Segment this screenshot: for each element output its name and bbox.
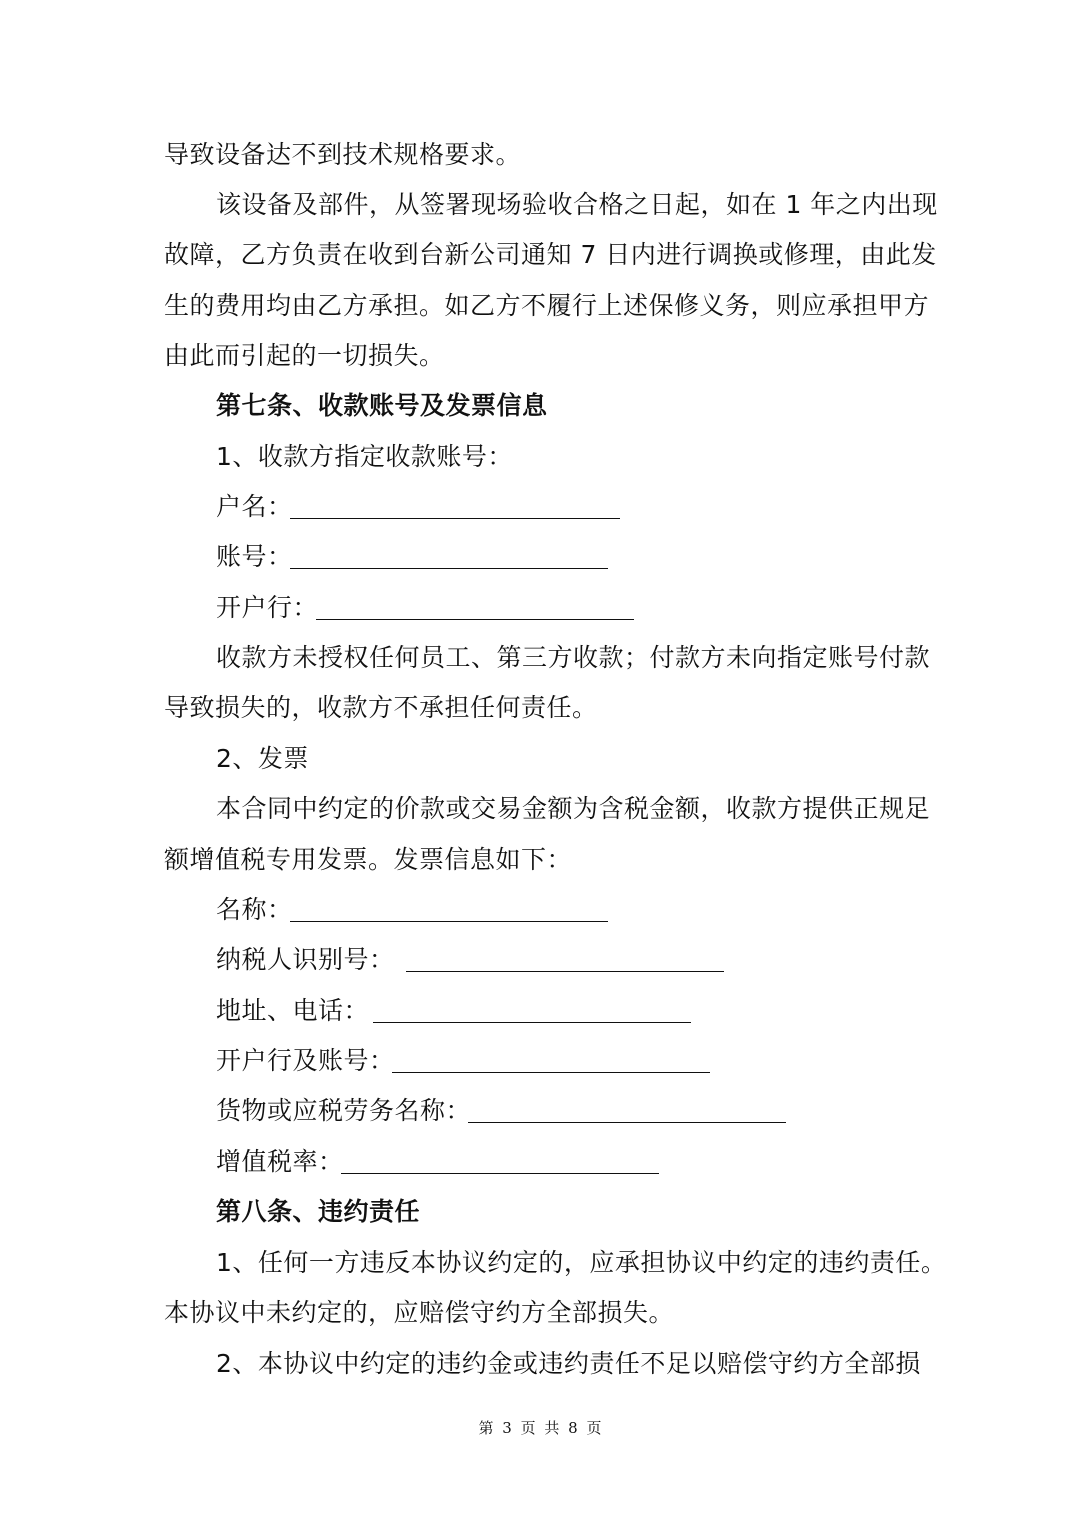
text-line: 导致损失的，收款方不承担任何责任。 <box>164 693 598 722</box>
account-number-blank <box>290 568 608 569</box>
address-phone-blank <box>373 1022 691 1023</box>
text-line: 1、任何一方违反本协议约定的，应承担协议中约定的违约责任。 <box>216 1248 947 1277</box>
field-label-address-phone: 地址、电话： <box>216 996 370 1025</box>
bank-blank <box>316 619 634 620</box>
page-number: 第 3 页 共 8 页 <box>478 1419 602 1437</box>
text-line: 收款方未授权任何员工、第三方收款；付款方未向指定账号付款 <box>216 643 931 672</box>
bank-account-blank <box>392 1072 710 1073</box>
field-label-bank-account: 开户行及账号： <box>216 1046 395 1075</box>
text-line: 1、收款方指定收款账号： <box>216 442 513 471</box>
name-blank <box>290 921 608 922</box>
field-label-account-name: 户名： <box>216 492 293 521</box>
text-line: 额增值税专用发票。发票信息如下： <box>164 845 573 874</box>
text-line: 导致设备达不到技术规格要求。 <box>164 140 522 169</box>
section-heading: 第八条、违约责任 <box>216 1197 421 1226</box>
taxpayer-id-blank <box>406 971 724 972</box>
text-line: 该设备及部件，从签署现场验收合格之日起，如在 1 年之内出现 <box>216 190 938 219</box>
field-label-bank: 开户行： <box>216 593 319 622</box>
text-line: 2、本协议中约定的违约金或违约责任不足以赔偿守约方全部损 <box>216 1349 921 1378</box>
account-name-blank <box>290 518 620 519</box>
field-label-name: 名称： <box>216 895 293 924</box>
subsection-heading: 2、发票 <box>216 744 309 773</box>
field-label-account-number: 账号： <box>216 542 293 571</box>
field-label-vat-rate: 增值税率： <box>216 1147 344 1176</box>
goods-services-blank <box>468 1122 786 1123</box>
text-line: 本协议中未约定的，应赔偿守约方全部损失。 <box>164 1298 675 1327</box>
text-line: 本合同中约定的价款或交易金额为含税金额，收款方提供正规足 <box>216 794 931 823</box>
text-line: 故障，乙方负责在收到台新公司通知 7 日内进行调换或修理，由此发 <box>164 240 937 269</box>
field-label-taxpayer-id: 纳税人识别号： <box>216 945 395 974</box>
field-label-goods-services: 货物或应税劳务名称： <box>216 1096 472 1125</box>
section-heading: 第七条、收款账号及发票信息 <box>216 391 548 420</box>
text-line: 生的费用均由乙方承担。如乙方不履行上述保修义务，则应承担甲方 <box>164 291 930 320</box>
text-line: 由此而引起的一切损失。 <box>164 341 445 370</box>
vat-rate-blank <box>341 1173 659 1174</box>
